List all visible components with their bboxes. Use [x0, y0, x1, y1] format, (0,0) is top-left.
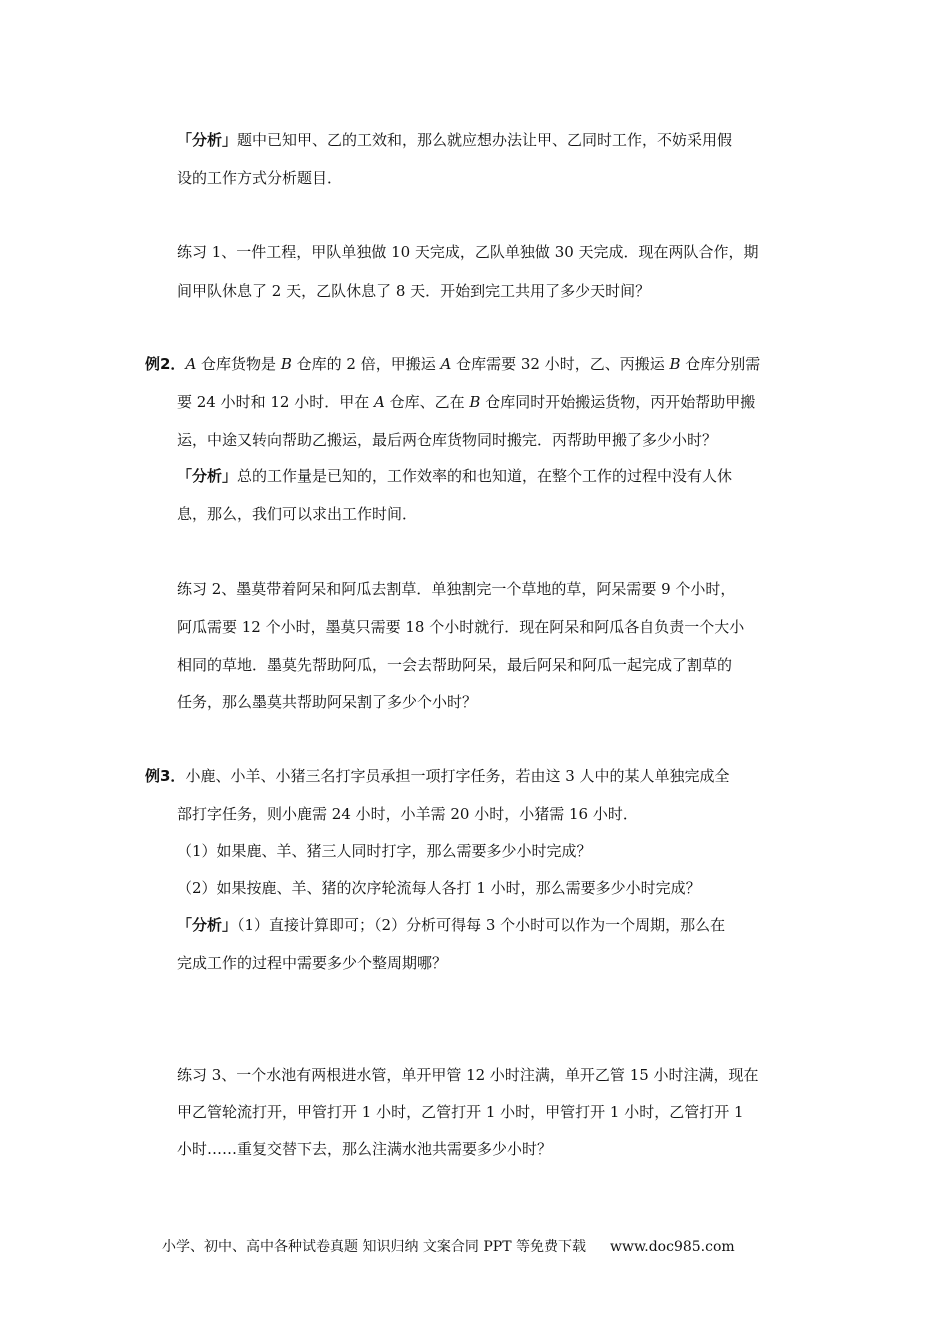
example-3-question-2: （2）如果按鹿、羊、猪的次序轮流每人各打 1 小时，那么需要多少小时完成？: [177, 879, 701, 897]
var-a: A: [440, 355, 452, 373]
text-span: 仓库分别需: [680, 355, 761, 373]
example-2-analysis-cont: 息，那么，我们可以求出工作时间．: [177, 505, 418, 523]
example-2-label: 例2．: [145, 355, 186, 373]
example-3-analysis: [177, 915, 725, 935]
analysis-label: 「分析」: [177, 916, 238, 934]
text-span: 要 24 小时和 12 小时．甲在: [177, 393, 375, 411]
var-a: A: [374, 393, 385, 411]
footer-text: 小学、初中、高中各种试卷真题 知识归纳 文案合同 PPT 等免费下载: [162, 1239, 586, 1255]
example-2-analysis: [177, 466, 732, 486]
example-3-line-2: 部打字任务，则小鹿需 24 小时，小羊需 20 小时，小猪需 16 小时．: [177, 805, 638, 823]
text-span: 仓库需要 32 小时，乙、丙搬运: [451, 355, 670, 373]
example-3-label: 例3．: [145, 767, 186, 785]
analysis-text: （1）直接计算即可；（2）分析可得每 3 个小时可以作为一个周期，那么在: [237, 916, 726, 934]
practice-2-line-3: 相同的草地．墨莫先帮助阿瓜，一会去帮助阿呆，最后阿呆和阿瓜一起完成了割草的: [177, 656, 733, 674]
practice-2-line-1: 练习 2、墨莫带着阿呆和阿瓜去割草．单独割完一个草地的草，阿呆需要 9 个小时，: [177, 580, 736, 598]
page-footer: [162, 1236, 735, 1256]
analysis-text: 题中已知甲、乙的工效和，那么就应想办法让甲、乙同时工作，不妨采用假: [237, 131, 733, 149]
example-2-line-3: 运，中途又转向帮助乙搬运，最后两仓库货物同时搬完．丙帮助甲搬了多少小时？: [177, 431, 718, 449]
analysis-label: 「分析」: [177, 467, 238, 485]
var-a: A: [185, 355, 197, 373]
practice-1-line-1: 练习 1、一件工程，甲队单独做 10 天完成，乙队单独做 30 天完成．现在两队合作，期: [177, 243, 759, 261]
text-span: 仓库的 2 倍，甲搬运: [291, 355, 441, 373]
analysis-label: 「分析」: [177, 131, 238, 149]
practice-1-line-2: 间甲队休息了 2 天，乙队休息了 8 天．开始到完工共用了多少天时间？: [177, 282, 651, 300]
text-span: 小鹿、小羊、小猪三名打字员承担一项打字任务，若由这 3 人中的某人单独完成全: [185, 767, 730, 785]
example-2-line-1: [145, 354, 760, 374]
example-3-line-1: [145, 766, 730, 786]
var-b: B: [669, 355, 681, 373]
example-2-line-2: [177, 392, 755, 412]
analysis-continuation: 设的工作方式分析题目．: [177, 169, 343, 187]
analysis-line: [177, 130, 732, 150]
example-3-question-1: （1）如果鹿、羊、猪三人同时打字，那么需要多少小时完成？: [177, 842, 592, 860]
analysis-text: 总的工作量是已知的，工作效率的和也知道，在整个工作的过程中没有人休: [237, 467, 733, 485]
practice-3-line-2: 甲乙管轮流打开，甲管打开 1 小时，乙管打开 1 小时，甲管打开 1 小时，乙管打开 1: [177, 1103, 744, 1121]
text-span: 仓库、乙在: [384, 393, 470, 411]
practice-2-line-2: 阿瓜需要 12 个小时，墨莫只需要 18 个小时就行．现在阿呆和阿瓜各自负责一个大小: [177, 618, 745, 636]
practice-3-line-1: 练习 3、一个水池有两根进水管，单开甲管 12 小时注满，单开乙管 15 小时注满，现在: [177, 1066, 759, 1084]
footer-url[interactable]: www.doc985.com: [609, 1239, 735, 1255]
example-3-analysis-cont: 完成工作的过程中需要多少个整周期哪？: [177, 954, 448, 972]
text-span: 仓库同时开始搬运货物，丙开始帮助甲搬: [480, 393, 756, 411]
text-span: 仓库货物是: [196, 355, 281, 373]
practice-2-line-4: 任务，那么墨莫共帮助阿呆割了多少个小时？: [177, 693, 478, 711]
practice-3-line-3: 小时……重复交替下去，那么注满水池共需要多少小时？: [177, 1140, 553, 1158]
var-b: B: [469, 393, 481, 411]
var-b: B: [280, 355, 292, 373]
